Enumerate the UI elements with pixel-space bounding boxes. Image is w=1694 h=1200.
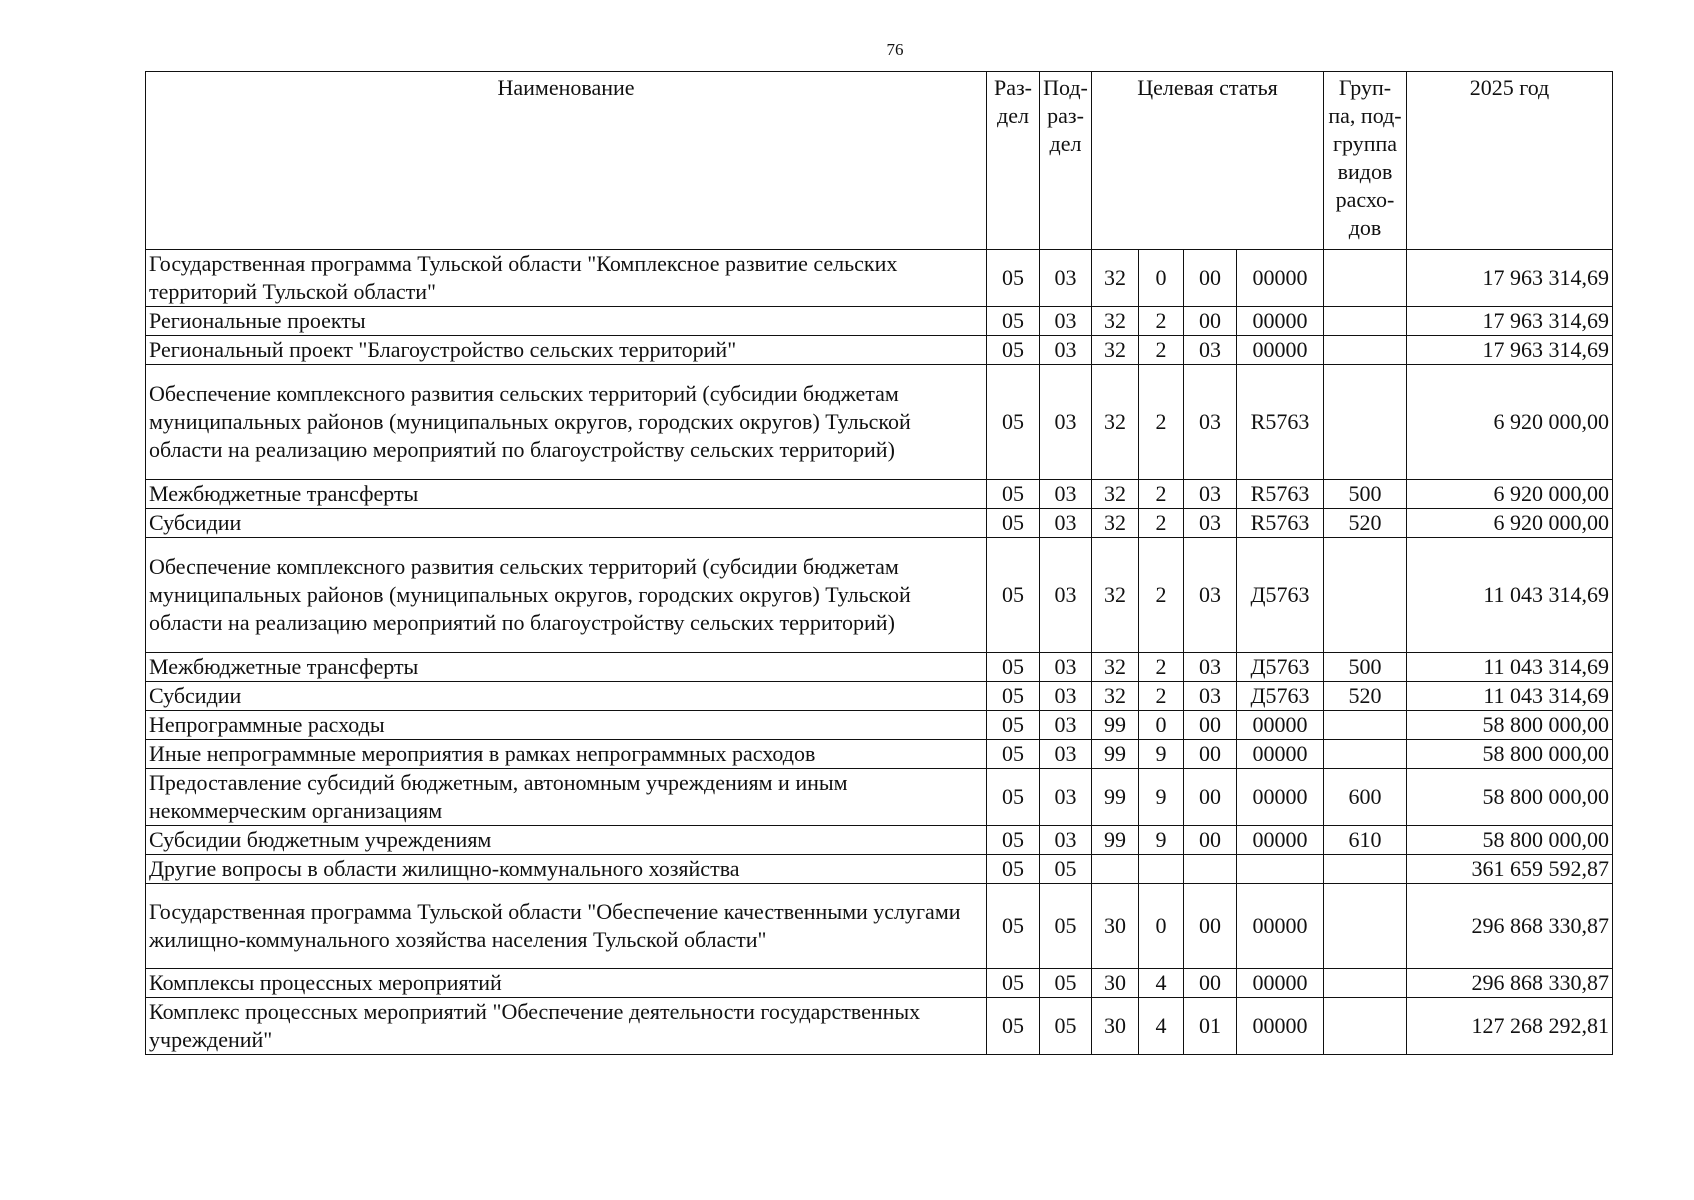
row-name: Непрограммные расходы [146,711,987,740]
row-podrazdel: 05 [1040,969,1092,998]
row-target-program: 32 [1092,480,1139,509]
table-row [146,480,1613,509]
row-name: Субсидии [146,509,987,538]
row-target-event: 01 [1184,998,1237,1055]
row-name: Государственная программа Тульской области "Комплексное развитие сельских территорий Тульской области" [146,250,987,307]
row-target-program: 99 [1092,769,1139,826]
row-razdel: 05 [987,826,1040,855]
row-razdel: 05 [987,307,1040,336]
row-target-program: 32 [1092,509,1139,538]
row-name: Другие вопросы в области жилищно-коммунального хозяйства [146,855,987,884]
row-target-direction: Д5763 [1237,538,1324,653]
row-target-type: 0 [1139,250,1184,307]
row-podrazdel: 03 [1040,769,1092,826]
row-name: Государственная программа Тульской области "Обеспечение качественными услугами жилищно-коммунального хозяйства населения Тульской области" [146,884,987,969]
row-target-event: 00 [1184,884,1237,969]
table-row [146,307,1613,336]
row-razdel: 05 [987,336,1040,365]
row-target-type: 9 [1139,769,1184,826]
row-amount: 58 800 000,00 [1407,740,1613,769]
row-name: Межбюджетные трансферты [146,653,987,682]
row-target-event: 00 [1184,969,1237,998]
table-row [146,365,1613,480]
row-amount: 17 963 314,69 [1407,336,1613,365]
row-target-type: 2 [1139,365,1184,480]
row-target-program: 99 [1092,711,1139,740]
row-target-event: 00 [1184,769,1237,826]
row-target-type: 2 [1139,509,1184,538]
row-podrazdel: 03 [1040,740,1092,769]
row-podrazdel: 03 [1040,826,1092,855]
row-target-event: 03 [1184,682,1237,711]
table-row [146,769,1613,826]
row-razdel: 05 [987,682,1040,711]
row-target-event: 00 [1184,740,1237,769]
row-expense-group [1324,969,1407,998]
row-expense-group [1324,855,1407,884]
row-target-type: 0 [1139,884,1184,969]
header-tselevaya-statya: Целевая статья [1092,72,1324,250]
row-target-event: 03 [1184,365,1237,480]
row-expense-group: 610 [1324,826,1407,855]
row-name: Обеспечение комплексного развития сельских территорий (субсидии бюджетам муниципальных районов (муниципальных округов, городских округов) Тульской области на реализацию мероприятий по благоустройству сельских территорий) [146,538,987,653]
row-target-type: 2 [1139,538,1184,653]
row-name: Субсидии бюджетным учреждениям [146,826,987,855]
row-target-event: 03 [1184,653,1237,682]
table-row [146,653,1613,682]
header-podrazdel: Под- раз- дел [1040,72,1092,250]
row-amount: 11 043 314,69 [1407,538,1613,653]
row-amount: 6 920 000,00 [1407,509,1613,538]
table-row [146,538,1613,653]
table-row [146,826,1613,855]
row-target-event: 00 [1184,711,1237,740]
row-amount: 361 659 592,87 [1407,855,1613,884]
row-target-type: 2 [1139,653,1184,682]
row-target-direction: R5763 [1237,365,1324,480]
row-razdel: 05 [987,969,1040,998]
row-target-program: 32 [1092,336,1139,365]
row-target-event: 03 [1184,509,1237,538]
row-amount: 17 963 314,69 [1407,250,1613,307]
row-target-type: 0 [1139,711,1184,740]
row-razdel: 05 [987,998,1040,1055]
row-target-direction: R5763 [1237,509,1324,538]
row-target-type: 9 [1139,826,1184,855]
header-gruppa-vidov-raskhodov: Груп- па, под- группа видов расхо- дов [1324,72,1407,250]
row-razdel: 05 [987,250,1040,307]
row-target-program [1092,855,1139,884]
table-row [146,336,1613,365]
row-name: Субсидии [146,682,987,711]
row-amount: 296 868 330,87 [1407,884,1613,969]
row-amount: 58 800 000,00 [1407,826,1613,855]
table-row [146,740,1613,769]
row-podrazdel: 03 [1040,682,1092,711]
table-row [146,998,1613,1055]
row-amount: 58 800 000,00 [1407,711,1613,740]
row-target-direction: 00000 [1237,711,1324,740]
row-target-direction: 00000 [1237,250,1324,307]
table-row [146,250,1613,307]
row-razdel: 05 [987,740,1040,769]
row-target-event: 03 [1184,336,1237,365]
row-name: Обеспечение комплексного развития сельских территорий (субсидии бюджетам муниципальных районов (муниципальных округов, городских округов) Тульской области на реализацию мероприятий по благоустройству сельских территорий) [146,365,987,480]
row-target-direction: 00000 [1237,740,1324,769]
row-razdel: 05 [987,538,1040,653]
row-name: Региональные проекты [146,307,987,336]
row-podrazdel: 03 [1040,336,1092,365]
row-expense-group [1324,307,1407,336]
row-target-type: 2 [1139,480,1184,509]
row-target-type [1139,855,1184,884]
row-target-program: 32 [1092,365,1139,480]
table-row [146,855,1613,884]
row-target-direction: 00000 [1237,998,1324,1055]
row-target-type: 4 [1139,998,1184,1055]
row-name: Межбюджетные трансферты [146,480,987,509]
header-razdel: Раз- дел [987,72,1040,250]
row-target-program: 99 [1092,826,1139,855]
row-target-program: 99 [1092,740,1139,769]
row-expense-group: 520 [1324,682,1407,711]
row-expense-group [1324,998,1407,1055]
row-razdel: 05 [987,884,1040,969]
row-podrazdel: 03 [1040,480,1092,509]
row-target-event: 00 [1184,826,1237,855]
row-podrazdel: 05 [1040,884,1092,969]
row-podrazdel: 03 [1040,250,1092,307]
row-target-direction: 00000 [1237,769,1324,826]
row-target-type: 2 [1139,307,1184,336]
row-expense-group: 500 [1324,653,1407,682]
row-target-program: 30 [1092,998,1139,1055]
row-amount: 11 043 314,69 [1407,653,1613,682]
row-target-type: 4 [1139,969,1184,998]
row-target-program: 32 [1092,682,1139,711]
row-target-direction: 00000 [1237,826,1324,855]
row-razdel: 05 [987,711,1040,740]
row-podrazdel: 05 [1040,855,1092,884]
row-target-event: 03 [1184,538,1237,653]
row-podrazdel: 03 [1040,365,1092,480]
row-target-direction: 00000 [1237,884,1324,969]
table-row [146,682,1613,711]
row-expense-group [1324,740,1407,769]
row-target-direction: 00000 [1237,969,1324,998]
row-expense-group [1324,365,1407,480]
row-amount: 127 268 292,81 [1407,998,1613,1055]
row-amount: 11 043 314,69 [1407,682,1613,711]
budget-table [145,71,1613,1055]
row-amount: 17 963 314,69 [1407,307,1613,336]
row-podrazdel: 03 [1040,711,1092,740]
row-razdel: 05 [987,365,1040,480]
row-target-program: 30 [1092,969,1139,998]
row-name: Комплекс процессных мероприятий "Обеспечение деятельности государственных учреждений" [146,998,987,1055]
header-name: Наименование [146,72,987,250]
row-target-program: 32 [1092,307,1139,336]
table-row [146,711,1613,740]
row-amount: 6 920 000,00 [1407,480,1613,509]
row-podrazdel: 03 [1040,307,1092,336]
row-target-direction: 00000 [1237,307,1324,336]
row-name: Комплексы процессных мероприятий [146,969,987,998]
row-podrazdel: 03 [1040,509,1092,538]
row-target-direction: Д5763 [1237,682,1324,711]
row-amount: 296 868 330,87 [1407,969,1613,998]
header-year: 2025 год [1407,72,1613,250]
table-row [146,509,1613,538]
row-target-program: 32 [1092,250,1139,307]
row-target-event: 00 [1184,307,1237,336]
row-razdel: 05 [987,509,1040,538]
row-expense-group [1324,336,1407,365]
row-target-type: 9 [1139,740,1184,769]
row-name: Региональный проект "Благоустройство сельских территорий" [146,336,987,365]
row-target-direction [1237,855,1324,884]
row-target-event: 00 [1184,250,1237,307]
row-target-direction: R5763 [1237,480,1324,509]
row-expense-group [1324,884,1407,969]
row-target-event: 03 [1184,480,1237,509]
row-amount: 6 920 000,00 [1407,365,1613,480]
row-target-program: 32 [1092,653,1139,682]
row-razdel: 05 [987,769,1040,826]
row-target-type: 2 [1139,682,1184,711]
row-name: Иные непрограммные мероприятия в рамках непрограммных расходов [146,740,987,769]
table-header-row [146,72,1613,250]
row-expense-group [1324,250,1407,307]
row-razdel: 05 [987,653,1040,682]
page-number: 76 [886,40,904,59]
row-razdel: 05 [987,855,1040,884]
row-expense-group: 600 [1324,769,1407,826]
row-expense-group [1324,711,1407,740]
row-name: Предоставление субсидий бюджетным, автономным учреждениям и иным некоммерческим организациям [146,769,987,826]
table-row [146,969,1613,998]
row-expense-group: 520 [1324,509,1407,538]
row-podrazdel: 03 [1040,538,1092,653]
row-expense-group [1324,538,1407,653]
row-target-program: 30 [1092,884,1139,969]
table-row [146,884,1613,969]
row-target-program: 32 [1092,538,1139,653]
row-target-type: 2 [1139,336,1184,365]
row-expense-group: 500 [1324,480,1407,509]
row-target-direction: 00000 [1237,336,1324,365]
row-razdel: 05 [987,480,1040,509]
row-amount: 58 800 000,00 [1407,769,1613,826]
row-target-direction: Д5763 [1237,653,1324,682]
row-podrazdel: 05 [1040,998,1092,1055]
row-podrazdel: 03 [1040,653,1092,682]
row-target-event [1184,855,1237,884]
